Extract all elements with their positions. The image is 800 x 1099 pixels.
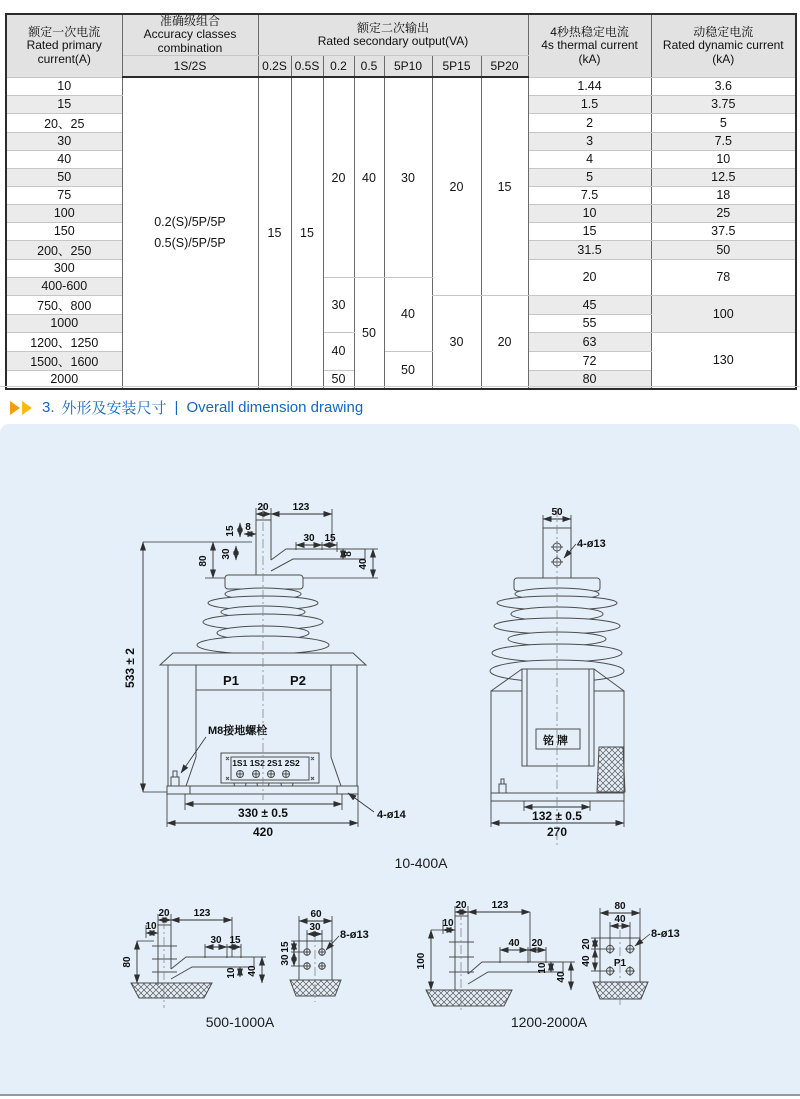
section-header bbox=[10, 397, 363, 418]
side-view-drawing bbox=[490, 507, 625, 848]
plate-holes bbox=[303, 948, 326, 970]
cell-dynamic: 5 bbox=[651, 113, 796, 132]
cell-output-5p20: 20 bbox=[481, 295, 528, 389]
dim-label: 80 bbox=[122, 956, 133, 968]
subheader-5p20: 5P20 bbox=[481, 56, 528, 78]
dim-label: 60 bbox=[310, 909, 322, 920]
cell-output-5p10: 30 bbox=[384, 77, 432, 277]
hole-callout: 8-ø13 bbox=[340, 929, 369, 941]
bracket-1200-2000-drawing bbox=[416, 900, 680, 1030]
cell-dynamic: 3.75 bbox=[651, 95, 796, 113]
dim-label: 533 ± 2 bbox=[123, 648, 137, 688]
dim-label: 132 ± 0.5 bbox=[532, 809, 582, 823]
dim-label: 123 bbox=[193, 908, 211, 919]
dim-label: 330 ± 0.5 bbox=[238, 806, 288, 820]
cell-dynamic: 25 bbox=[651, 204, 796, 222]
dim-label: 270 bbox=[546, 825, 568, 839]
cell-output-5p15: 20 bbox=[432, 77, 481, 295]
dim-label: 8 bbox=[245, 522, 251, 533]
header-dynamic-zh: 动稳定电流 bbox=[693, 24, 754, 39]
dim-label: 20 bbox=[581, 938, 592, 950]
subheader-5p10: 5P10 bbox=[384, 56, 432, 78]
dim-label: 30 bbox=[210, 935, 222, 946]
cell-primary: 1200、1250 bbox=[6, 332, 122, 351]
secondary-terminals-label: 1S1 1S2 2S1 2S2 bbox=[232, 758, 300, 768]
dim-label: 123 bbox=[491, 900, 509, 911]
cell-primary: 50 bbox=[6, 168, 122, 186]
header-thermal-zh: 4秒热稳定电流 bbox=[550, 24, 629, 39]
cell-output-5p10: 50 bbox=[384, 351, 432, 389]
cell-dynamic: 18 bbox=[651, 186, 796, 204]
dim-label: 20 bbox=[257, 502, 269, 513]
header-accuracy bbox=[122, 14, 258, 56]
cell-output-02: 40 bbox=[323, 332, 354, 370]
cell-dynamic: 10 bbox=[651, 150, 796, 168]
dim-label: 30 bbox=[309, 922, 321, 933]
cell-output-05: 50 bbox=[354, 277, 384, 389]
subheader-1s2s: 1S/2S bbox=[122, 56, 258, 78]
cell-thermal: 20 bbox=[528, 259, 651, 295]
cell-thermal: 10 bbox=[528, 204, 651, 222]
dim-label: 10 bbox=[537, 962, 548, 974]
hole-callout: 8-ø13 bbox=[651, 928, 680, 940]
cell-output-02: 30 bbox=[323, 277, 354, 332]
cell-output-5p20: 15 bbox=[481, 77, 528, 295]
cell-thermal: 1.5 bbox=[528, 95, 651, 113]
cell-primary: 1500、1600 bbox=[6, 351, 122, 370]
dimension-drawing-panel bbox=[0, 424, 800, 1096]
cell-dynamic: 12.5 bbox=[651, 168, 796, 186]
cell-primary: 30 bbox=[6, 132, 122, 150]
dim-label: 15 bbox=[229, 935, 241, 946]
header-thermal-en: 4s thermal current bbox=[541, 38, 638, 53]
cell-thermal: 4 bbox=[528, 150, 651, 168]
header-secondary-output bbox=[258, 14, 528, 56]
cell-primary: 15 bbox=[6, 95, 122, 113]
header-thermal-current bbox=[528, 14, 651, 77]
subheader-05s: 0.5S bbox=[291, 56, 323, 78]
cell-dynamic: 100 bbox=[651, 295, 796, 332]
cell-output-02s: 15 bbox=[258, 77, 291, 389]
header-thermal-unit: (kA) bbox=[578, 51, 601, 66]
dim-label: 40 bbox=[581, 955, 592, 967]
hole-callout: 4-ø13 bbox=[577, 538, 606, 550]
section-title-en: Overall dimension drawing bbox=[186, 399, 364, 416]
arrow-icon bbox=[22, 401, 32, 415]
dim-label: 15 bbox=[280, 941, 291, 953]
dim-label: 20 bbox=[531, 938, 543, 949]
cell-primary: 750、800 bbox=[6, 295, 122, 314]
cell-primary: 2000 bbox=[6, 370, 122, 389]
cell-dynamic: 3.6 bbox=[651, 77, 796, 95]
cell-primary: 40 bbox=[6, 150, 122, 168]
cell-thermal: 1.44 bbox=[528, 77, 651, 95]
cell-thermal: 80 bbox=[528, 370, 651, 389]
plate-p1-label: P1 bbox=[613, 958, 627, 969]
cell-primary: 75 bbox=[6, 186, 122, 204]
cell-primary: 400-600 bbox=[6, 277, 122, 295]
dim-label: 30 bbox=[221, 548, 232, 560]
subheader-05: 0.5 bbox=[354, 56, 384, 78]
ground-bolt-label: M8接地螺栓 bbox=[208, 725, 268, 737]
dim-label: 40 bbox=[247, 965, 258, 977]
cell-thermal: 15 bbox=[528, 222, 651, 240]
header-accuracy-en1: Accuracy classes bbox=[143, 27, 237, 42]
header-dynamic-unit: (kA) bbox=[712, 51, 735, 66]
cell-thermal: 7.5 bbox=[528, 186, 651, 204]
cell-primary: 20、25 bbox=[6, 113, 122, 132]
cell-output-05s: 15 bbox=[291, 77, 323, 389]
front-view-drawing bbox=[123, 502, 407, 839]
dimension-drawing-svg bbox=[0, 424, 800, 1094]
cell-thermal: 2 bbox=[528, 113, 651, 132]
cell-output-02: 20 bbox=[323, 77, 354, 277]
cell-dynamic: 130 bbox=[651, 332, 796, 389]
cell-thermal: 55 bbox=[528, 314, 651, 332]
cell-thermal: 3 bbox=[528, 132, 651, 150]
dim-label: 40 bbox=[358, 558, 369, 570]
dim-label: 123 bbox=[292, 502, 310, 513]
cell-output-02: 50 bbox=[323, 370, 354, 389]
cell-output-5p10: 40 bbox=[384, 277, 432, 351]
drawing-caption-10-400a: 10-400A bbox=[394, 855, 448, 871]
header-primary-en2: current(A) bbox=[37, 51, 91, 66]
header-accuracy-en2: combination bbox=[157, 40, 223, 55]
cell-primary: 200、250 bbox=[6, 240, 122, 259]
cell-thermal: 72 bbox=[528, 351, 651, 370]
dim-label: 420 bbox=[252, 825, 274, 839]
dim-label: 50 bbox=[551, 507, 563, 518]
dim-label: 15 bbox=[324, 533, 336, 544]
header-dynamic-en: Rated dynamic current bbox=[662, 38, 784, 53]
dim-label: 20 bbox=[455, 900, 467, 911]
dim-label: 15 bbox=[225, 525, 236, 537]
dim-label: 10 bbox=[442, 918, 454, 929]
dim-label: 30 bbox=[303, 533, 315, 544]
dim-label: 40 bbox=[614, 914, 626, 925]
dim-label: 80 bbox=[198, 555, 209, 567]
accuracy-line-1: 0.2(S)/5P/5P bbox=[154, 214, 226, 229]
cell-accuracy-combination bbox=[122, 77, 258, 389]
header-dynamic-current bbox=[651, 14, 796, 77]
dim-label: 100 bbox=[416, 952, 427, 970]
cell-dynamic: 78 bbox=[651, 259, 796, 295]
cell-dynamic: 37.5 bbox=[651, 222, 796, 240]
cell-thermal: 31.5 bbox=[528, 240, 651, 259]
subheader-5p15: 5P15 bbox=[432, 56, 481, 78]
cell-dynamic: 7.5 bbox=[651, 132, 796, 150]
cell-dynamic: 50 bbox=[651, 240, 796, 259]
header-primary-current bbox=[6, 14, 122, 77]
cell-output-5p15: 30 bbox=[432, 295, 481, 389]
subheader-02: 0.2 bbox=[323, 56, 354, 78]
section-number: 3. bbox=[42, 399, 55, 416]
cell-primary: 100 bbox=[6, 204, 122, 222]
subheader-02s: 0.2S bbox=[258, 56, 291, 78]
accuracy-line-2: 0.5(S)/5P/5P bbox=[154, 236, 226, 251]
dim-label: 10 bbox=[145, 921, 157, 932]
terminal-p1-label: P1 bbox=[223, 673, 239, 688]
cell-primary: 300 bbox=[6, 259, 122, 277]
dim-label: 40 bbox=[556, 971, 567, 983]
section-divider: | bbox=[174, 399, 179, 416]
dim-label: 8 bbox=[343, 551, 354, 557]
header-primary-zh: 额定一次电流 bbox=[28, 24, 101, 39]
nameplate-label: 铭 牌 bbox=[543, 735, 569, 747]
drawing-caption-500-1000a: 500-1000A bbox=[205, 1014, 275, 1030]
header-secondary-zh: 额定二次输出 bbox=[357, 20, 430, 35]
dim-label: 40 bbox=[508, 938, 520, 949]
drawing-caption-1200-2000a: 1200-2000A bbox=[510, 1014, 588, 1030]
arrow-icon bbox=[10, 401, 20, 415]
table-underline bbox=[0, 386, 800, 387]
dim-label: 10 bbox=[226, 967, 237, 979]
cell-thermal: 63 bbox=[528, 332, 651, 351]
cell-thermal: 5 bbox=[528, 168, 651, 186]
dim-label: 80 bbox=[614, 901, 626, 912]
section-title-zh: 外形及安装尺寸 bbox=[61, 400, 167, 417]
terminal-p2-label: P2 bbox=[290, 673, 306, 688]
cell-primary: 150 bbox=[6, 222, 122, 240]
spec-table bbox=[5, 13, 797, 390]
bracket-500-1000-drawing bbox=[122, 908, 369, 1030]
dim-label: 20 bbox=[158, 908, 170, 919]
cell-primary: 1000 bbox=[6, 314, 122, 332]
dim-label: 30 bbox=[280, 954, 291, 966]
header-secondary-en: Rated secondary output(VA) bbox=[317, 34, 469, 49]
header-primary-en1: Rated primary bbox=[26, 38, 102, 53]
cell-thermal: 45 bbox=[528, 295, 651, 314]
header-accuracy-zh: 准确级组合 bbox=[159, 14, 220, 28]
cell-primary: 10 bbox=[6, 77, 122, 95]
cell-output-05: 40 bbox=[354, 77, 384, 277]
hole-callout: 4-ø14 bbox=[377, 809, 406, 821]
